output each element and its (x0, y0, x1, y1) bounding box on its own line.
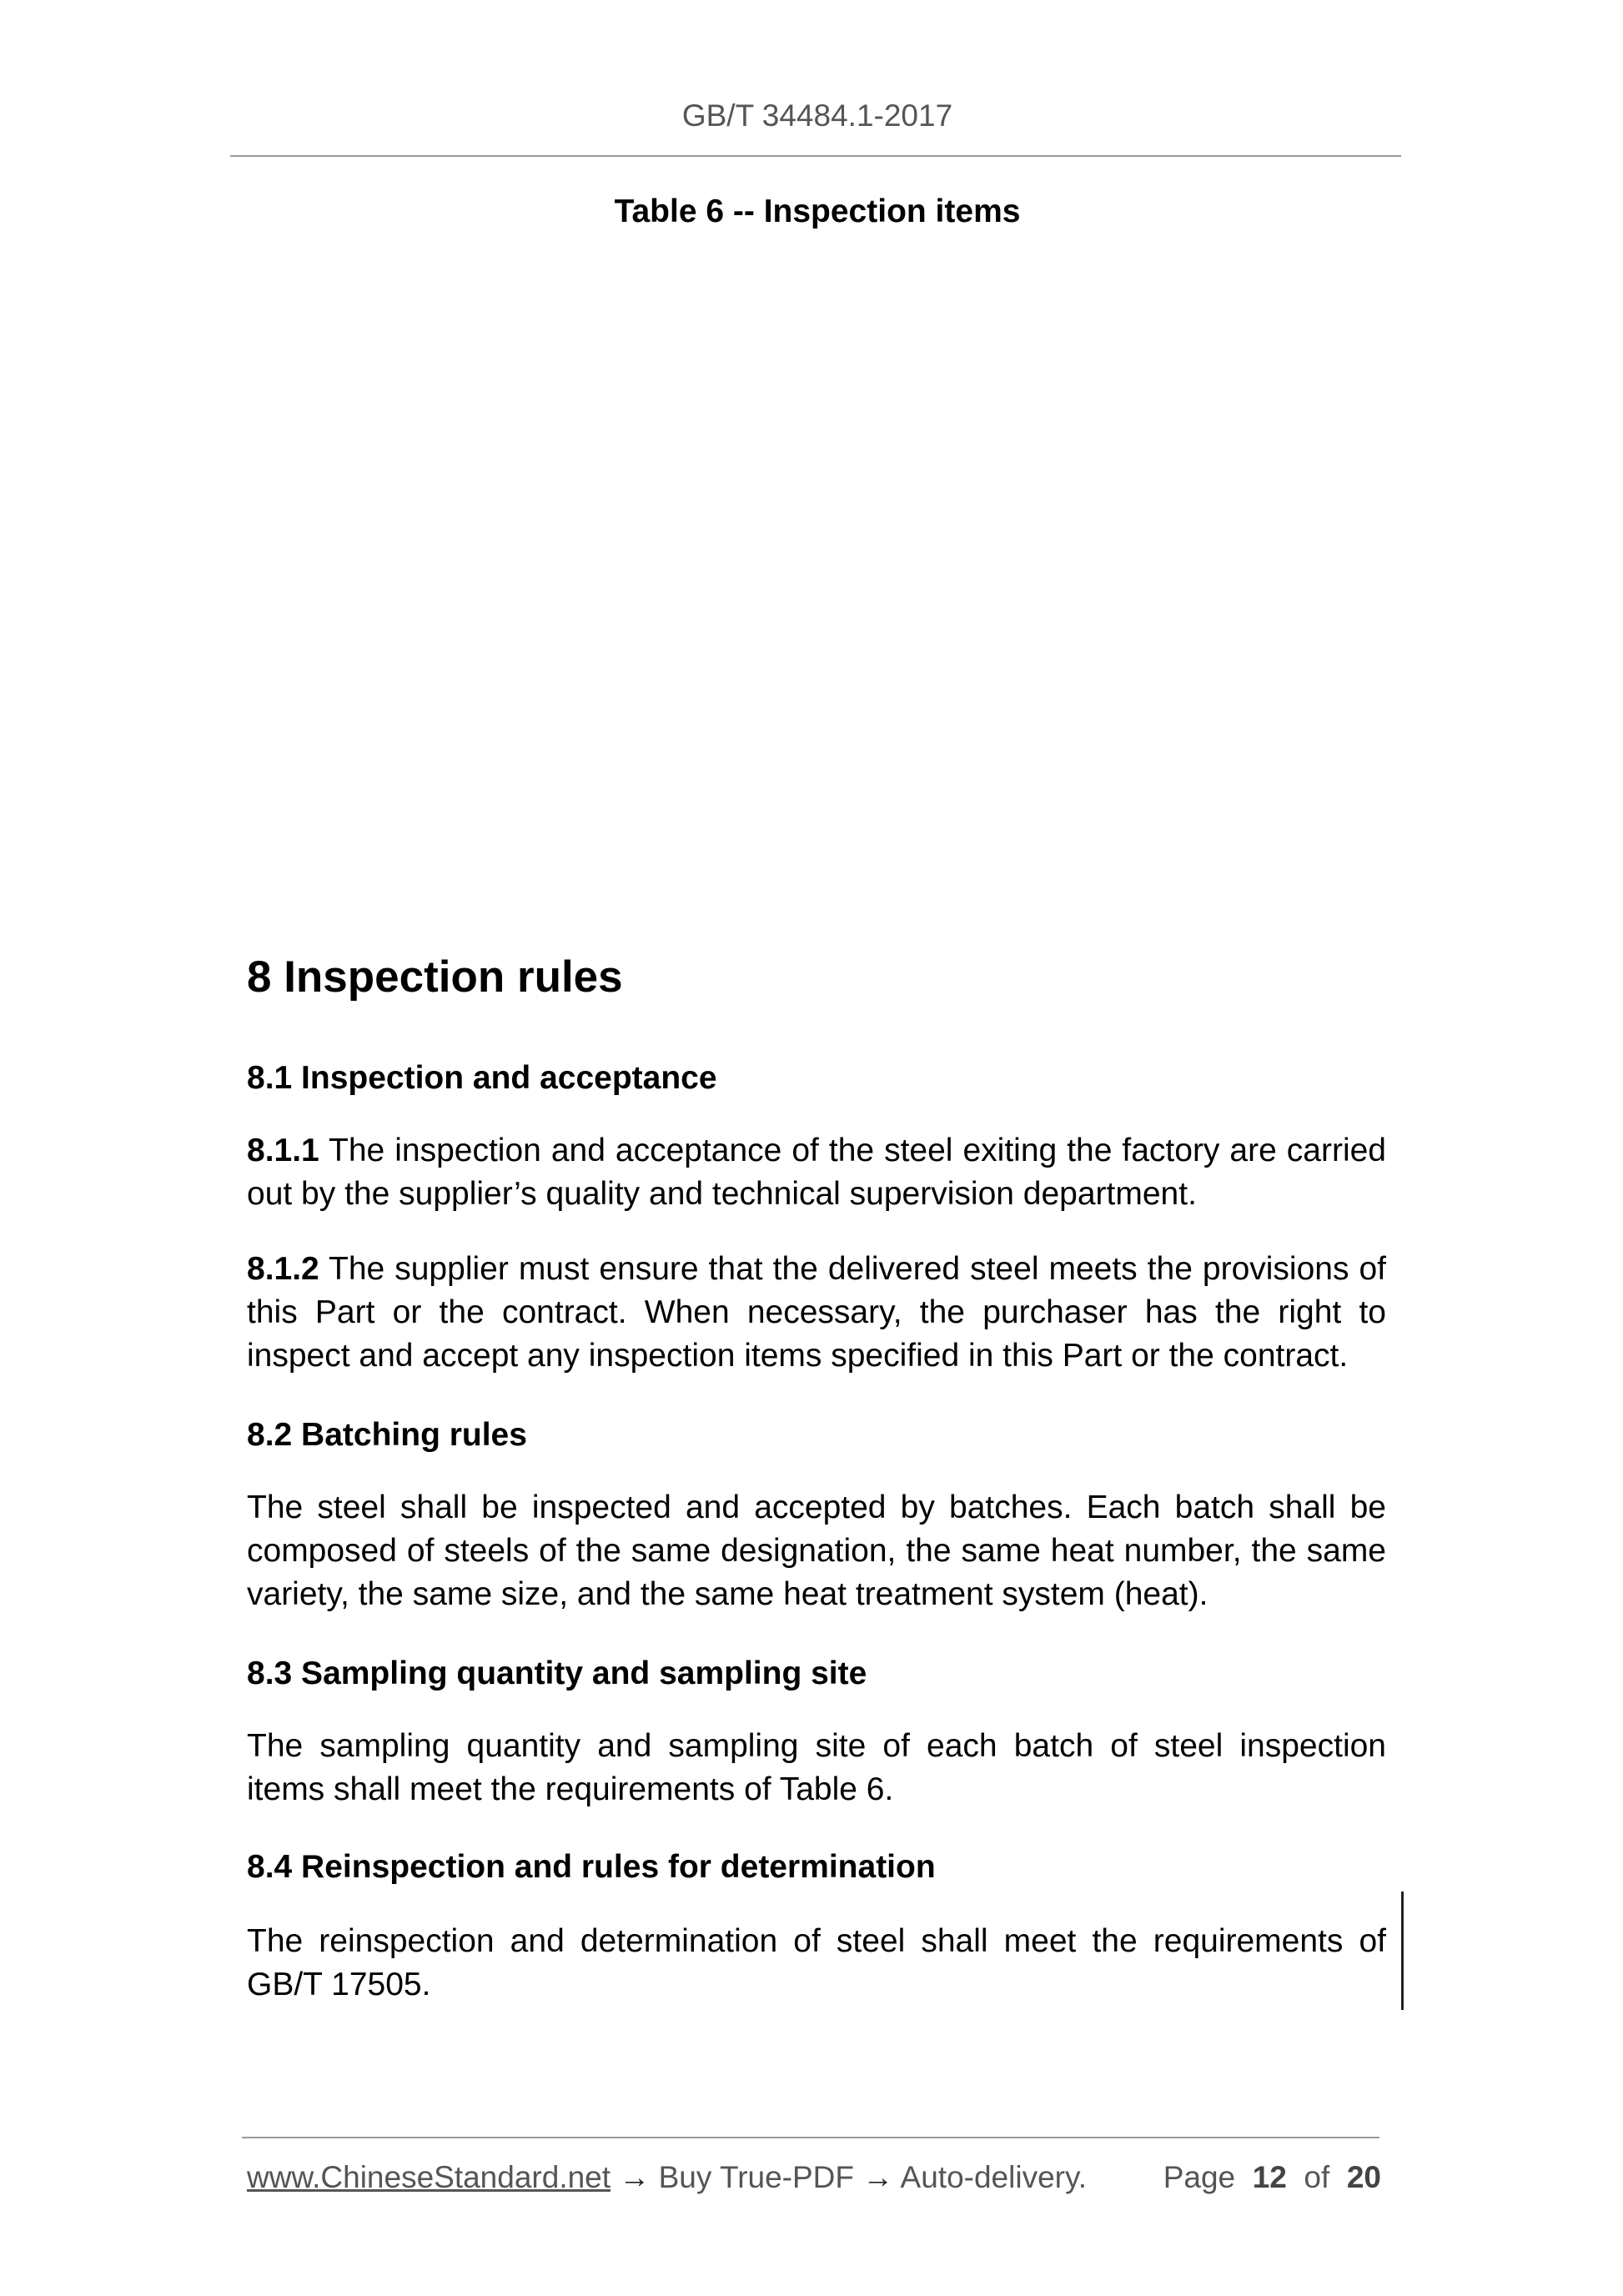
paragraph-8-2: The steel shall be inspected and accepted by batches. Each batch shall be composed of steels of the same designation, the same heat number, the same variety, the same size, and the same heat treatment system (heat). (247, 1490, 1386, 1612)
table-caption: Table 6 -- Inspection items (614, 193, 1021, 229)
revision-bar (1401, 1892, 1404, 2010)
paragraph-8-4: The reinspection and determination of steel shall meet the requirements of GB/T 17505. (247, 1923, 1386, 2002)
section-8-3-heading: 8.3 Sampling quantity and sampling site (247, 1655, 867, 1691)
clause-number: 8.1.2 (247, 1251, 319, 1287)
document-code: GB/T 34484.1-2017 (681, 98, 953, 133)
table-area (247, 259, 1386, 942)
section-8-4-heading: 8.4 Reinspection and rules for determination (247, 1849, 936, 1885)
footer (247, 2160, 1381, 2195)
section-8-1-heading: 8.1 Inspection and acceptance (247, 1060, 717, 1096)
clause-number: 8.1.1 (247, 1133, 319, 1168)
section-8-2-heading: 8.2 Batching rules (247, 1417, 527, 1453)
clause-text: The supplier must ensure that the delivered steel meets the provisions of this Part or the contract. When necessary, the purchaser has the right to inspect and accept any inspection items specified in this Part or the contract. (247, 1251, 1386, 1374)
paragraph-8-3: The sampling quantity and sampling site of each batch of steel inspection items shall meet the requirements of Table 6. (247, 1728, 1386, 1807)
delivery-text: Auto-delivery. (900, 2160, 1088, 2194)
page-indicator (1163, 2160, 1381, 2195)
clause-text: The inspection and acceptance of the steel exiting the factory are carried out by the supplier’s quality and technical supervision department. (247, 1133, 1386, 1212)
current-page: 12 (1252, 2160, 1287, 2194)
total-pages: 20 (1346, 2160, 1381, 2194)
section-8-title: 8 Inspection rules (247, 952, 623, 1002)
website-link[interactable]: www.ChineseStandard.net (247, 2160, 611, 2194)
header-divider (230, 155, 1401, 157)
footer-divider (242, 2137, 1379, 2138)
arrow-right-icon: → (854, 2160, 901, 2194)
arrow-right-icon: → (611, 2160, 659, 2194)
page-label: Page (1163, 2160, 1236, 2194)
paragraph-8-1-2 (247, 1248, 1386, 1378)
buy-link-text: Buy True-PDF (658, 2160, 855, 2194)
paragraph-8-1-1 (247, 1129, 1386, 1216)
page-of: of (1304, 2160, 1330, 2194)
